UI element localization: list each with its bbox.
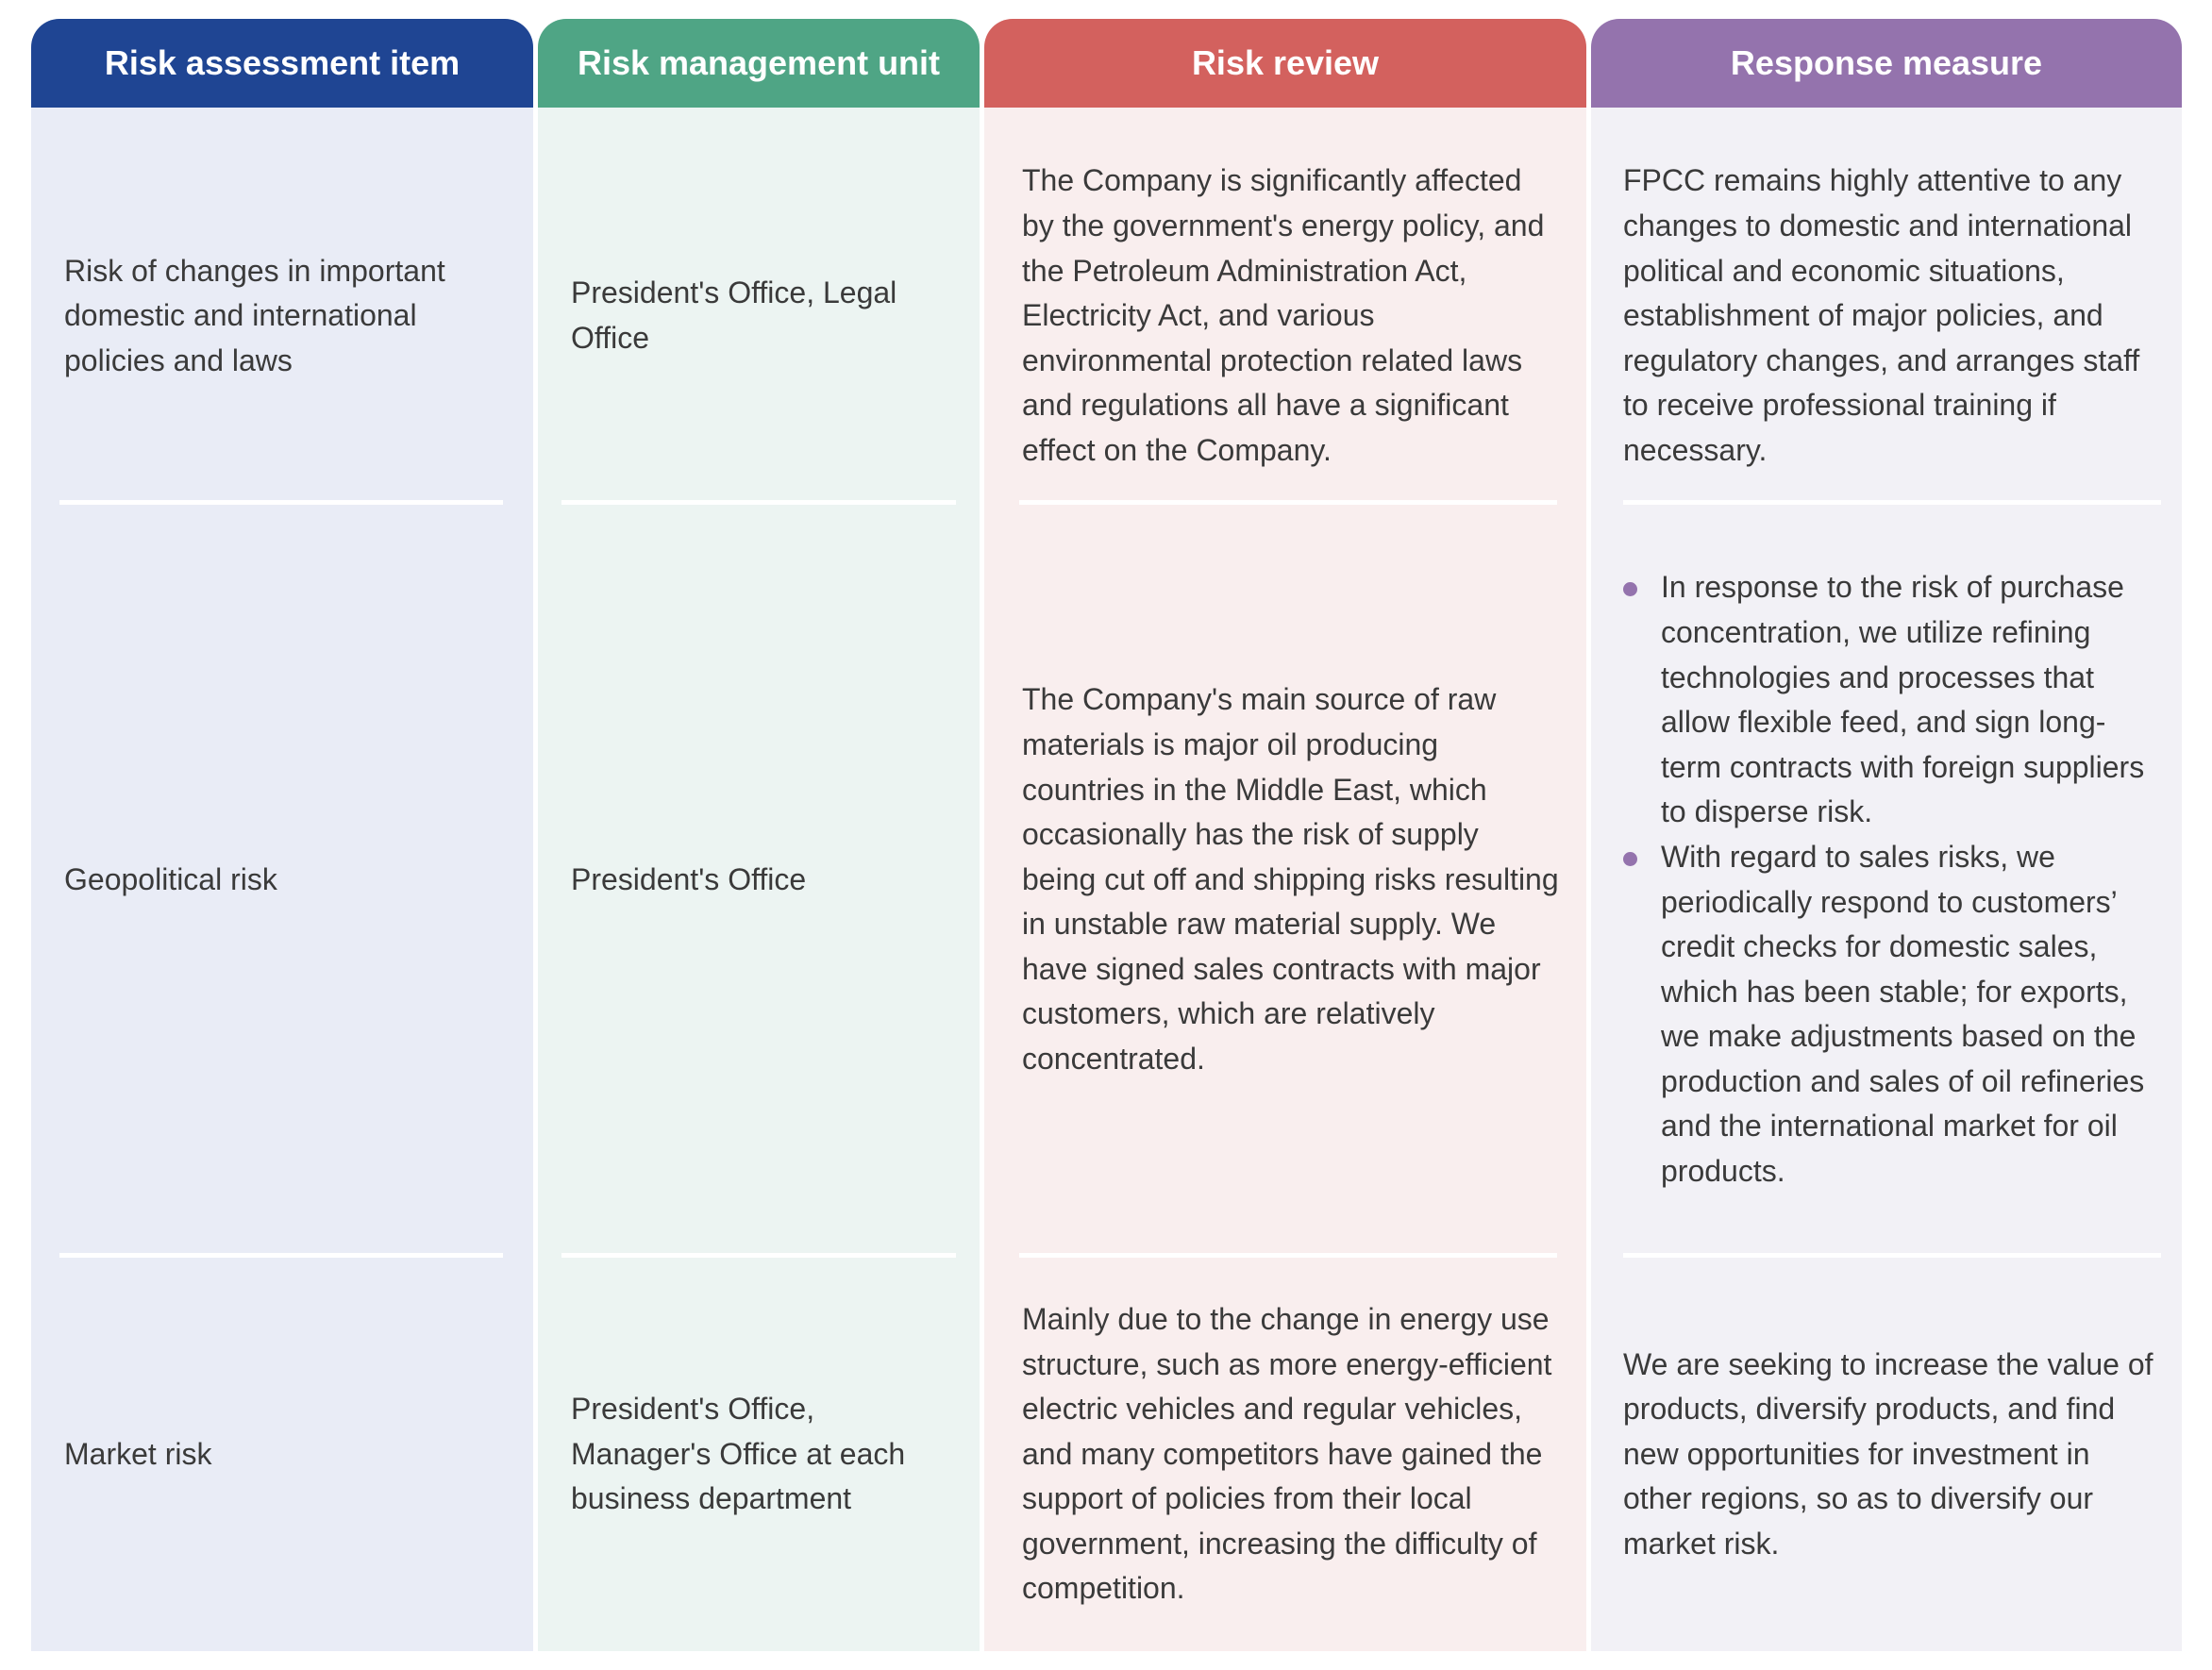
header-label: Risk management unit [577,43,941,82]
cell-response-row-3: We are seeking to increase the value of products, diversify products, and find new opportunities for investment in other regions, so as to diversify our market risk. [1623,1346,2153,1561]
cell-response-row-2 [1623,505,2161,1255]
bullet-dot-icon [1623,582,1637,596]
column-risk-assessment-item [31,19,533,1651]
column-response-measure [1591,19,2182,1651]
cell-item-row-2: Geopolitical risk [64,861,277,896]
bullet-dot-icon [1623,852,1637,866]
header-risk-management-unit [538,19,980,108]
cell-item-row-3: Market risk [64,1436,212,1471]
cell-unit-row-2: President's Office [571,861,807,896]
column-risk-management-unit [538,19,980,1651]
list-item: In response to the risk of purchase concentration, we utilize refining technologies and processes that allow flexible feed, and sign long-term contracts with foreign suppliers to disperse risk. [1623,565,2161,835]
cell-review-row-3: Mainly due to the change in energy use structure, such as more energy-efficient electric vehicles and regular vehicles, and many competitors have gained the support of policies from their local government, increasing the difficulty of competition. [1022,1301,1552,1606]
response-bullet-list [1623,565,2161,1194]
cell-unit-row-1: President's Office, Legal Office [571,276,897,355]
cell-item-row-1: Risk of changes in important domestic and international policies and laws [64,253,445,377]
cell-review-row-2: The Company's main source of raw materials is major oil producing countries in the Middle East, which occasionally has the risk of supply being cut off and shipping risks resulting in unstable raw material supply. We have signed sales contracts with major customers, which are relatively concentrated. [1022,682,1559,1077]
cell-review-row-1: The Company is significantly affected by the government's energy policy, and the Petroleum Administration Act, Electricity Act, and various environmental protection related laws and regulations all have a significant effect on the Company. [1022,163,1545,467]
cell-unit-row-3: President's Office, Manager's Office at each business department [571,1392,906,1516]
header-risk-assessment-item [31,19,533,108]
header-risk-review [984,19,1586,108]
list-item: With regard to sales risks, we periodically respond to customers’ credit checks for domestic sales, which has been stable; for exports, we make adjustments based on the production and sales of oil refineries and the international market for oil products. [1623,835,2161,1194]
header-label: Response measure [1730,43,2043,82]
header-label: Risk review [1191,43,1380,82]
cell-response-row-1: FPCC remains highly attentive to any changes to domestic and international political and economic situations, establishment of major policies, and regulatory changes, and arranges staff to receive professional training if necessary. [1623,163,2140,467]
column-risk-review [984,19,1586,1651]
header-label: Risk assessment item [104,43,461,82]
header-response-measure [1591,19,2182,108]
